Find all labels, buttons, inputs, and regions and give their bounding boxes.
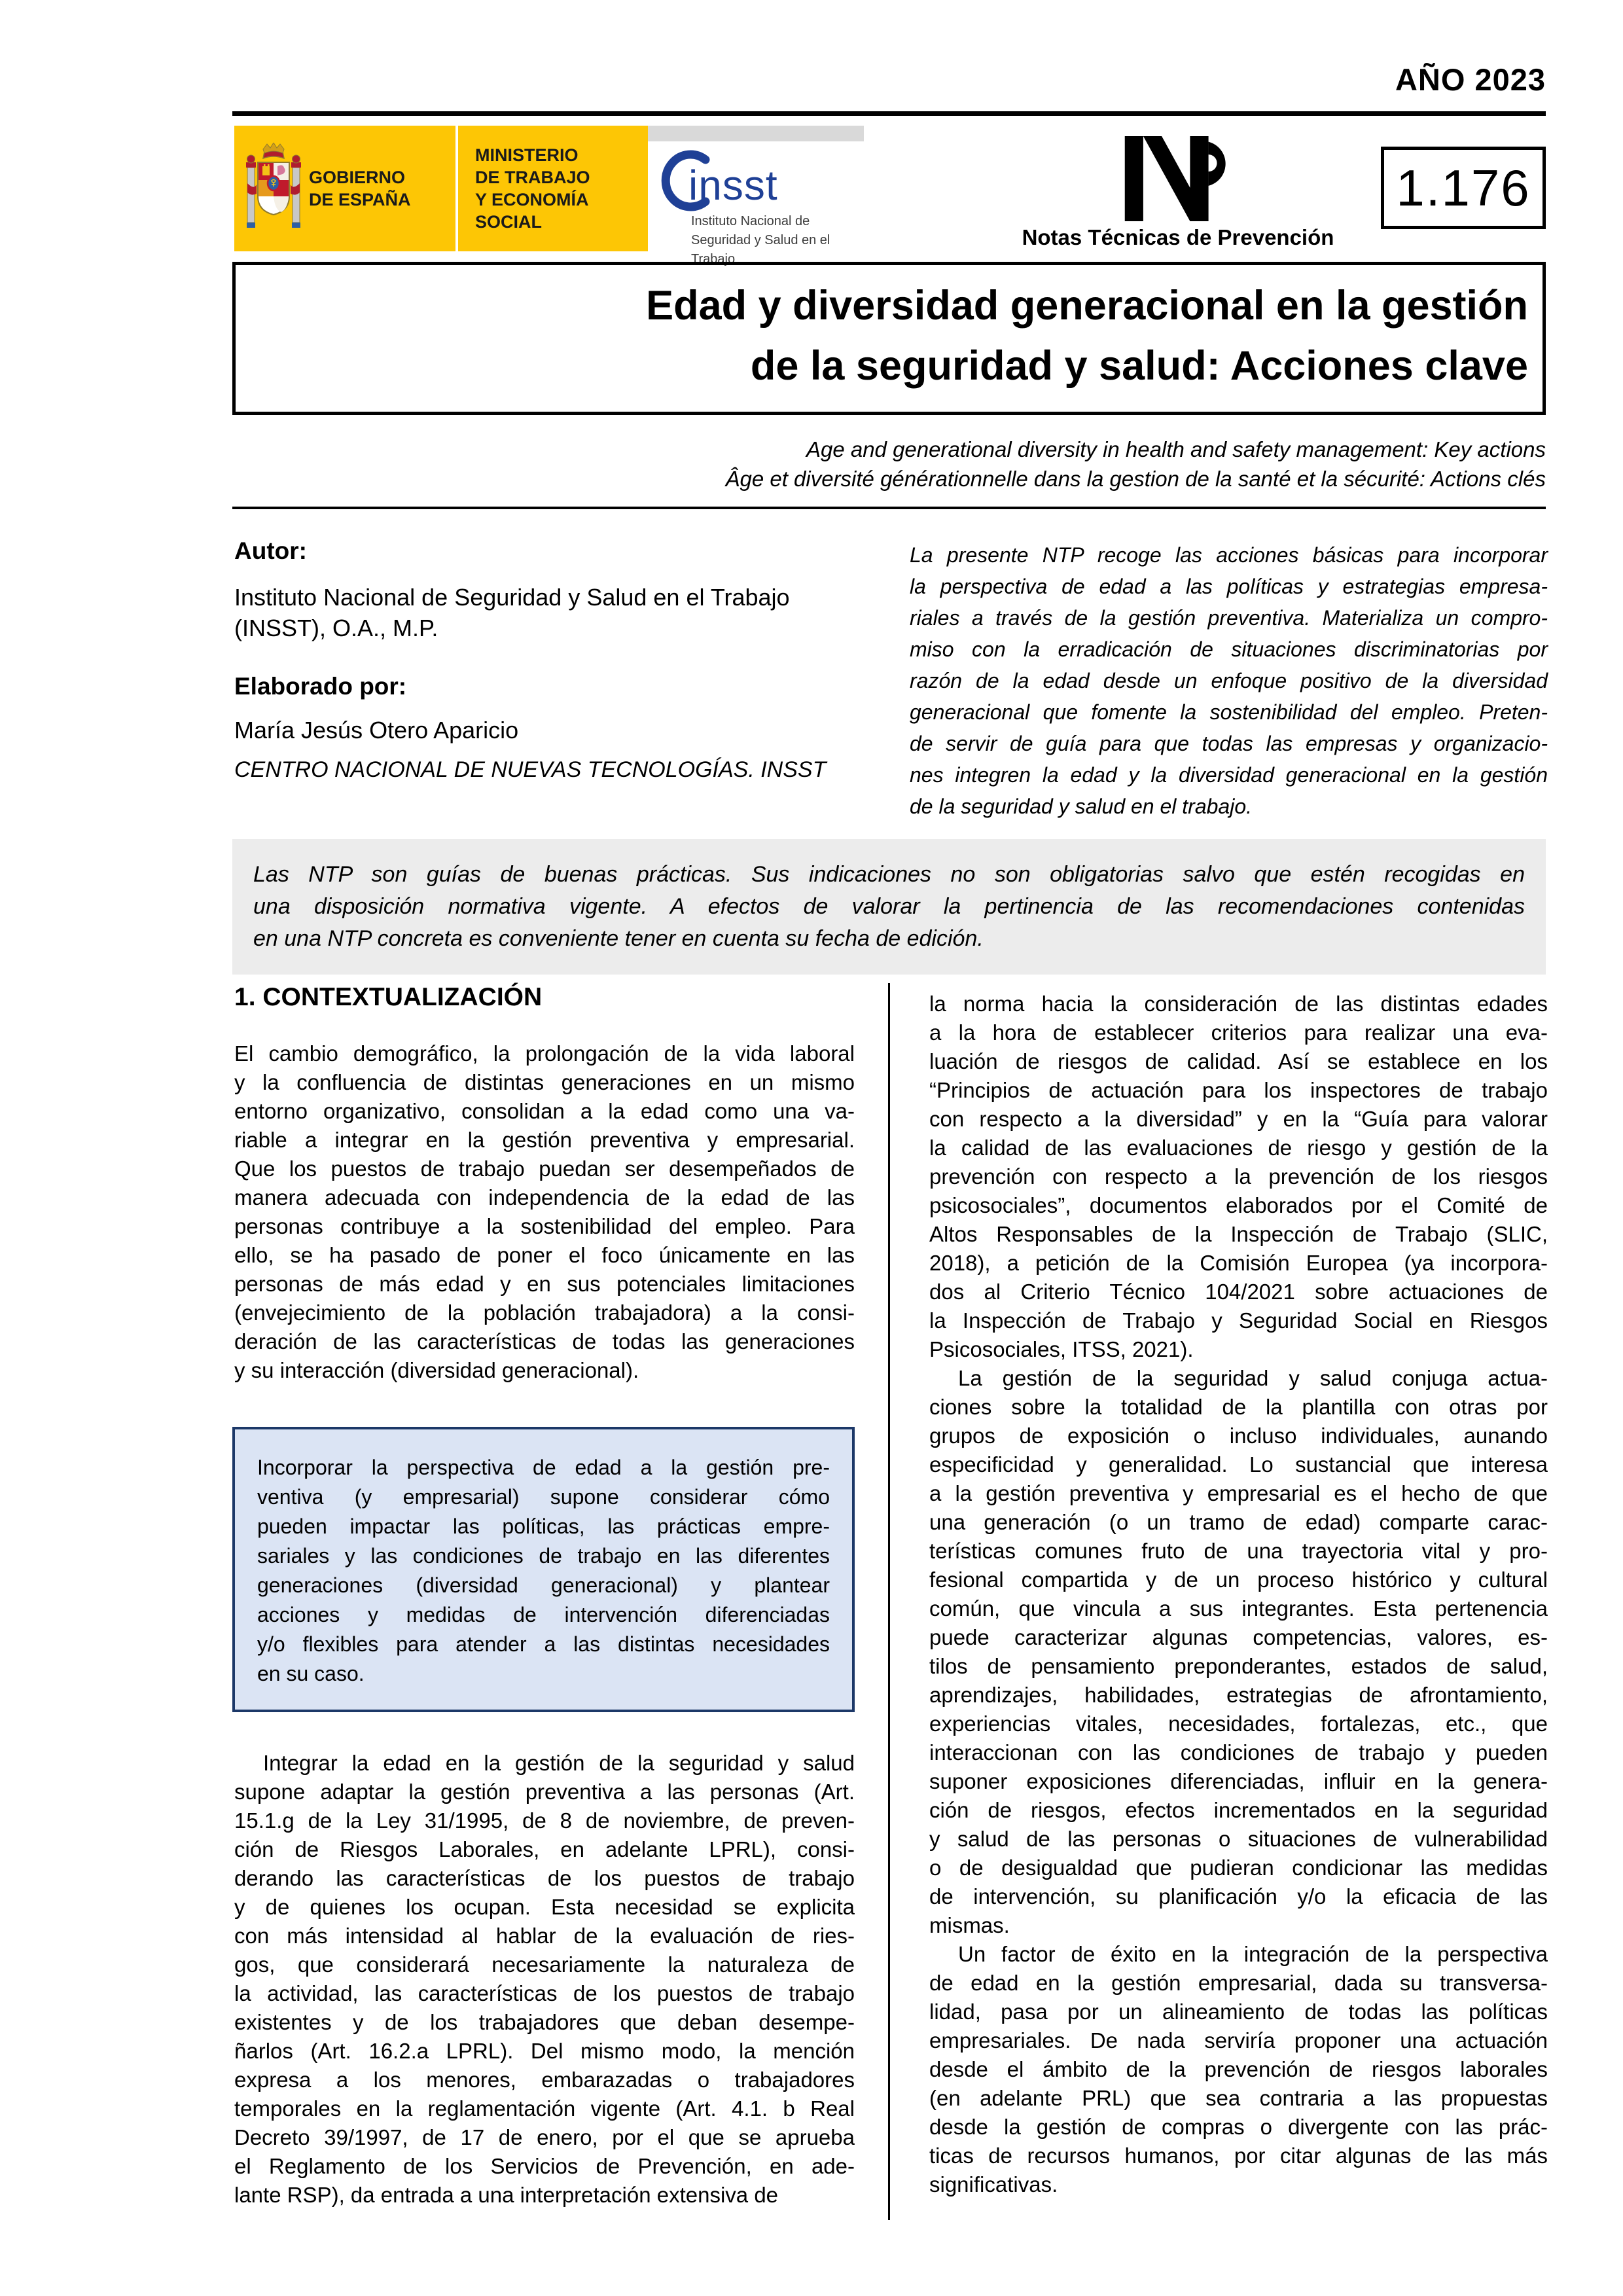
text-line: personas contribuye a la sostenibilidad del empleo. Para [234,1214,855,1238]
text-line: luación de riesgos de calidad. Así se establece en los [929,1049,1548,1073]
gobierno-cell [234,126,455,251]
text-line: una disposición normativa vigente. A efectos de valorar la pertinencia de las recomendaciones contenidas [253,894,1525,919]
text-line: y su interacción (diversidad generacional). [234,1358,639,1382]
highlight-box [232,1427,855,1712]
text-line: y/o flexibles para atender a las distintas necesidades [257,1632,830,1656]
gobierno-espana-logo [234,126,648,251]
text-line: en su caso. [257,1662,365,1685]
ministerio-line1: MINISTERIO [475,145,579,165]
text-line: pueden impactar las políticas, las prácticas empre- [257,1515,830,1538]
text-line: nes integren la edad y la diversidad generacional en la gestión [910,763,1548,787]
text-line: desde el ámbito de la prevención de riesgos laborales [929,2057,1548,2081]
subtitle-english: Age and generational diversity in health and safety management: Key actions [806,437,1546,461]
text-line: Instituto Nacional de Seguridad y Salud en el Trabajo [234,584,790,611]
text-line: Altos Responsables de la Inspección de Trabajo (SLIC, [929,1222,1548,1246]
text-line: derando las características de los puestos de trabajo [234,1866,855,1890]
text-line: gos, que considerará necesariamente la naturaleza de [234,1952,855,1977]
text-line: supone adaptar la gestión preventiva a las personas (Art. [234,1780,855,1804]
disclaimer-box [232,839,1546,975]
text-line: fesional compartida y de un proceso histórico y cultural [929,1568,1548,1592]
np-monogram-icon [1122,136,1234,221]
text-line: ventiva (y empresarial) supone considerar cómo [257,1485,830,1509]
text-line: tilos de pensamiento preponderantes, estados de salud, [929,1654,1548,1678]
right-column-paragraph-2 [929,1364,1548,1940]
left-column-paragraph-2 [234,1749,855,2210]
text-line: de edad en la gestión empresarial, dada su transversa- [929,1971,1548,1995]
text-line: dos al Criterio Técnico 104/2021 sobre actuaciones de [929,1280,1548,1304]
text-line: riales a través de la gestión preventiva. Materializa un compro- [910,606,1548,630]
text-line: lidad, pasa por un alineamiento de todas las políticas [929,2000,1548,2024]
text-line: puede caracterizar algunas competencias, valores, es- [929,1625,1548,1649]
elaborado-name: María Jesús Otero Aparicio [234,717,519,744]
text-line: ello, se ha pasado de poner el foco únicamente en las [234,1243,855,1267]
text-line: en una NTP concreta es conveniente tener en cuenta su fecha de edición. [253,926,984,951]
text-line: experiencias vitales, necesidades, fortalezas, etc., que [929,1712,1548,1736]
gobierno-line2: DE ESPAÑA [309,190,411,209]
text-line: lante RSP), da entrada a una interpretación extensiva de [234,2183,779,2207]
insst-name-line1: Instituto Nacional de [691,214,810,228]
text-line: con más intensidad al hablar de la evaluación de ries- [234,1924,855,1948]
title-box [232,262,1546,415]
insst-wordmark: insst [688,162,778,209]
spain-coat-of-arms-icon [246,143,301,234]
issue-number-box [1381,147,1546,229]
text-line: Psicosociales, ITSS, 2021). [929,1337,1194,1361]
text-line: riable a integrar en la gestión preventiva y empresarial. [234,1128,855,1152]
text-line: entorno organizativo, consolidan a la edad como una va- [234,1099,855,1123]
autor-label: Autor: [234,537,307,564]
text-line: personas de más edad y en sus potenciales limitaciones [234,1272,855,1296]
text-line: ticas de recursos humanos, por citar algunas de las más [929,2144,1548,2168]
text-line: generaciones (diversidad generacional) y plantear [257,1573,830,1597]
text-line: miso con la erradicación de situaciones discriminatorias por [910,637,1548,661]
text-line: de intervención, su planificación y/o la eficacia de las [929,1884,1548,1909]
gobierno-label [309,166,411,211]
text-line: la Inspección de Trabajo y Seguridad Social en Riesgos [929,1308,1548,1333]
text-line: y salud de las personas o situaciones de vulnerabilidad [929,1827,1548,1851]
text-line: psicosociales”, documentos elaborados por el Comité de [929,1193,1548,1217]
text-line: empresariales. De nada serviría proponer una actuación [929,2028,1548,2053]
text-line: la norma hacia la consideración de las distintas edades [929,992,1548,1016]
text-line: aprendizajes, habilidades, estrategias de afrontamiento, [929,1683,1548,1707]
text-line: común, que vincula a sus integrantes. Esta pertenencia [929,1596,1548,1621]
text-line: especificidad y generalidad. Lo sustancial que interesa [929,1452,1548,1477]
text-line: una generación (o un tramo de edad) comparte carac- [929,1510,1548,1534]
text-line: terísticas comunes fruto de una trayectoria vital y pro- [929,1539,1548,1563]
ministerio-line2: DE TRABAJO [475,168,590,187]
subtitle-rule [232,507,1546,509]
text-line: y de quienes los ocupan. Esta necesidad se explicita [234,1895,855,1919]
ntp-collection-name: Notas Técnicas de Prevención [1022,225,1334,249]
text-line: y la confluencia de distintas generaciones en un mismo [234,1070,855,1094]
text-line: prevención con respecto a la prevención de los riesgos [929,1164,1548,1189]
text-line: El cambio demográfico, la prolongación de la vida laboral [234,1041,855,1066]
text-line: temporales en la reglamentación vigente (Art. 4.1. b Real [234,2096,855,2121]
text-line: Un factor de éxito en la integración de la perspectiva [958,1942,1548,1966]
top-rule [232,111,1546,116]
text-line: suponer exposiciones diferenciadas, influir en la genera- [929,1769,1548,1793]
ntp-logo [1021,136,1335,250]
text-line: expresa a los menores, embarazadas o trabajadores [234,2068,855,2092]
text-line: ción de riesgos, efectos incrementados en la seguridad [929,1798,1548,1822]
authors-block [234,535,882,785]
right-column [929,990,1548,2199]
text-line: razón de la edad desde un enfoque positivo de la diversidad [910,669,1548,692]
ministerio-cell [455,126,648,251]
text-line: Incorporar la perspectiva de edad a la gestión pre- [257,1456,830,1479]
section-heading: 1. CONTEXTUALIZACIÓN [234,983,543,1011]
text-line: o de desigualdad que pudieran condicionar las medidas [929,1856,1548,1880]
insst-name-line2: Seguridad y Salud en el Trabajo [691,233,830,266]
text-line: acciones y medidas de intervención diferenciadas [257,1603,830,1626]
text-line: deración de las características de todas las generaciones [234,1329,855,1354]
right-column-paragraph-1 [929,990,1548,1364]
text-line: de servir de guía para que todas las empresas y organizacio- [910,732,1548,755]
text-line: interaccionan con las condiciones de trabajo y pueden [929,1740,1548,1765]
text-line: grupos de exposición o incluso individuales, aunando [929,1424,1548,1448]
text-line: Las NTP son guías de buenas prácticas. Sus indicaciones no son obligatorias salvo que estén recogidas en [253,862,1525,887]
text-line: a la hora de establecer criterios para realizar una eva- [929,1020,1548,1045]
gobierno-line1: GOBIERNO [309,168,406,187]
text-line: ciones sobre la totalidad de la plantilla con otras por [929,1395,1548,1419]
subtitle [232,435,1546,493]
title-line2: de la seguridad y salud: Acciones clave [750,343,1528,389]
text-line: desde la gestión de compras o divergente con las prác- [929,2115,1548,2139]
text-line: manera adecuada con independencia de la edad de las [234,1185,855,1210]
text-line: la actividad, las características de los puestos de trabajo [234,1981,855,2005]
text-line: ñarlos (Art. 16.2.a LPRL). Del mismo modo, la mención [234,2039,855,2063]
text-line: Decreto 39/1997, de 17 de enero, por el que se aprueba [234,2125,855,2149]
text-line: a la gestión preventiva y empresarial es el hecho de que [929,1481,1548,1505]
elaborado-center: CENTRO NACIONAL DE NUEVAS TECNOLOGÍAS. INSST [234,757,827,782]
insst-name [691,212,864,269]
text-line: (en adelante PRL) que sea contraria a las propuestas [929,2086,1548,2110]
left-column-paragraph-1 [234,1039,855,1385]
text-line: mismas. [929,1913,1010,1937]
text-line: “Principios de actuación para los inspectores de trabajo [929,1078,1548,1102]
text-line: existentes y de los trabajadores que deban desempe- [234,2010,855,2034]
column-divider [888,983,890,2220]
text-line: La gestión de la seguridad y salud conjuga actua- [958,1366,1548,1390]
text-line: La presente NTP recoge las acciones básicas para incorporar [910,543,1548,567]
text-line: la calidad de las evaluaciones de riesgo y gestión de la [929,1136,1548,1160]
issue-number: 1.176 [1396,158,1531,217]
text-line: significativas. [929,2172,1058,2197]
text-line: el Reglamento de los Servicios de Prevención, en ade- [234,2154,855,2178]
year-label: AÑO 2023 [1395,62,1546,97]
text-line: 15.1.g de la Ley 31/1995, de 8 de noviembre, de preven- [234,1808,855,1833]
elaborado-label: Elaborado por: [234,673,407,700]
text-line: generacional que fomente la sostenibilidad del empleo. Preten- [910,700,1548,724]
text-line: de la seguridad y salud en el trabajo. [910,795,1253,818]
abstract [910,539,1548,822]
ministerio-label [475,144,648,233]
title-line1: Edad y diversidad generacional en la gestión [646,283,1528,329]
text-line: ción de Riesgos Laborales, en adelante LPRL), consi- [234,1837,855,1861]
text-line: (envejecimiento de la población trabajadora) a la consi- [234,1300,855,1325]
text-line: Que los puestos de trabajo puedan ser desempeñados de [234,1157,855,1181]
insst-logo [648,126,864,266]
text-line: con respecto a la diversidad” y en la “Guía para valorar [929,1107,1548,1131]
text-line: Integrar la edad en la gestión de la seguridad y salud [263,1751,855,1775]
text-line: la perspectiva de edad a las políticas y estrategias empresa- [910,575,1548,598]
insst-gray-strip [648,126,864,141]
text-line: sariales y las condiciones de trabajo en las diferentes [257,1544,830,1568]
ministerio-line3: Y ECONOMÍA SOCIAL [475,190,588,232]
right-column-paragraph-3 [929,1940,1548,2199]
text-line: (INSST), O.A., M.P. [234,615,438,641]
text-line: 2018), a petición de la Comisión Europea (ya incorpora- [929,1251,1548,1275]
subtitle-french: Âge et diversité générationnelle dans la gestion de la santé et la sécurité: Actions clés [725,467,1546,491]
autor-lines [234,582,882,643]
